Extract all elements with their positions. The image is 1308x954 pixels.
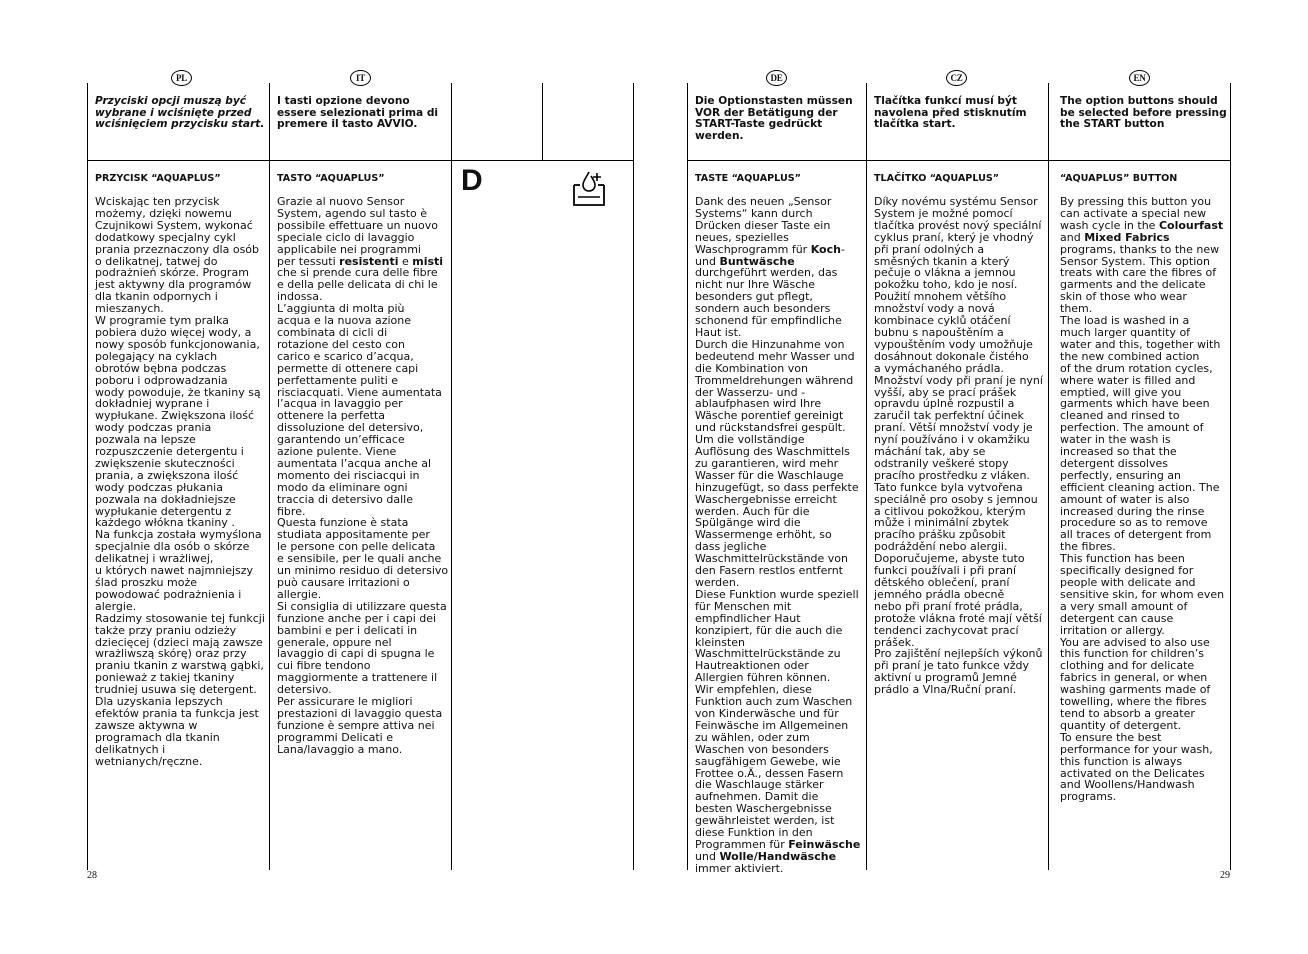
pl-section-title: PRZYCISK “AQUAPLUS” [95,173,221,184]
page-number-left: 28 [87,870,97,881]
column-rule [87,83,88,870]
de-header: Die Optionstasten müssen VOR der Betätigung der START-Taste gedrückt werden. [695,95,853,142]
column-rule [1048,83,1049,870]
column-rule [633,83,634,870]
de-section-title: TASTE “AQUAPLUS” [695,173,801,184]
en-header: The option buttons should be selected before pressing the START button [1060,95,1227,130]
en-section-title: “AQUAPLUS” BUTTON [1060,173,1178,184]
column-rule [451,83,452,870]
it-section-title: TASTO “AQUAPLUS” [277,173,385,184]
it-body: Grazie al nuovo Sensor System, agendo sul tasto è possibile effettuare un nuovo speciale ciclo di lavaggio applicabile nei programmi per tessuti resistenti e misti che si prende cura delle fibre e della pelle delicata di chi le indossa. L’aggiunta di molta più acqua e la nuova azione combinata di cicli di rotazione del cesto con carico e scarico d’acqua, permette di ottenere capi perfettamente puliti e risciacquati. Viene aumentata l’acqua in lavaggio per ottenere la perfetta dissoluzione del detersivo, garantendo un’efficace azione pulente. Viene aumentata l’acqua anche al momento dei risciacqui in modo da eliminare ogni traccia di detersivo dalle fibre. Questa funzione è stata studiata appositamente per le persone con pelle delicata e sensibile, per le quali anche un minimo residuo di detersivo può causare irritazioni o allergie. Si consiglia di utilizzare questa funzione anche per i capi dei bambini e per i delicati in generale, oppure nel lavaggio di capi di spugna le cui fibre tendono maggiormente a trattenere il detersivo. Per assicurare le migliori prestazioni di lavaggio questa funzione è sempre attiva nei programmi Delicati e Lana/lavaggio a mano. [277,195,449,756]
column-rule [687,83,688,870]
en-body: By pressing this button you can activate a special new wash cycle in the Colourfast and Mixed Fabrics programs, thanks to the new Sensor System. This option treats with care the fibres of garments and the delicate skin of those who wear them. The load is washed in a much larger quantity of water and this, together with the new combined action of the drum rotation cycles, where water is filled and emptied, will give you garments which have been cleaned and rinsed to perfection. The amount of water in the wash is increased so that the detergent dissolves perfectly, ensuring an efficient cleaning action. The amount of water is also increased during the rinse procedure so as to remove all traces of detergent from the fibres. This function has been specifically designed for people with delicate and sensitive skin, for whom even a very small amount of detergent can cause irritation or allergy. You are advised to also use this function for children’s clothing and for delicate fabrics in general, or when washing garments made of towelling, where the fibres tend to absorb a greater quantity of detergent. To ensure the best performance for your wash, this function is always activated on the Delicates and Woollens/Handwash programs. [1060,195,1225,804]
column-rule [866,83,867,870]
column-rule [1230,83,1231,870]
flag-it-icon: IT [350,70,371,86]
pl-header: Przyciski opcji muszą być wybrane i wciśnięte przed wciśnięciem przycisku start. [95,95,265,130]
page-number-right: 29 [1220,870,1230,881]
cz-body: Díky novému systému Sensor System je možné pomocí tlačítka provést nový speciální cyklus praní, který je vhodný při praní odolných a směsných tkanin a který pečuje o vlákna a jemnou pokožku toho, kdo je nosí. Použití mnohem většího množství vody a nová kombinace cyklů otáčení bubnu s napouštěním a vypouštěním vody umožňuje dosáhnout dokonale čistého a vymáchaného prádla. Množství vody při praní je nyní vyšší, aby se prací prášek opravdu úplně rozpustil a zaručil tak perfektní účinek praní. Větší množství vody je nyní používáno i v okamžiku máchání tak, aby se odstranily veškeré stopy pracího prostředku z vláken. Tato funkce byla vytvořena speciálně pro osoby s jemnou a citlivou pokožkou, kterým může i minimální zbytek pracího prášku způsobit podráždění nebo alergii. Doporučujeme, abyste tuto funkci používali i při praní dětského oblečení, praní jemného prádla obecně nebo při praní froté prádla, protože vlákna froté mají větší tendenci zachycovat prací prášek. Pro zajištění nejlepších výkonů při praní je tato funkce vždy aktivní u programů Jemné prádlo a Vlna/Ruční praní. [874,195,1043,697]
section-letter: D [461,164,483,197]
de-body: Dank des neuen „Sensor Systems“ kann durch Drücken dieser Taste ein neues, spezielles Waschprogramm für Koch- und Buntwäsche durchgeführt werden, das nicht nur Ihre Wäsche besonders gut pflegt, sondern auch besonders schonend für empfindliche Haut ist. Durch die Hinzunahme von bedeutend mehr Wasser und die Kombination von Trommeldrehungen während der Wasserzu- und - ablaufphasen wird Ihre Wäsche porentief gereinigt und rückstandsfrei gespült. Um die vollständige Auflösung des Waschmittels zu garantieren, wird mehr Wasser für die Waschlauge hinzugefügt, so dass perfekte Waschergebnisse erreicht werden. Auch für die Spülgänge wird die Wassermenge erhöht, so dass jegliche Waschmittelrückstände von den Fasern restlos entfernt werden. Diese Funktion wurde speziell für Menschen mit empfindlicher Haut konzipiert, für die auch die kleinsten Waschmittelrückstände zu Hautreaktionen oder Allergien führen können. Wir empfehlen, diese Funktion auch zum Waschen von Kinderwäsche und für Feinwäsche im Allgemeinen zu wählen, oder zum Waschen von besonders saugfähigem Gewebe, wie Frottee o.Ä., dessen Fasern die Waschlauge stärker aufnehmen. Damit die besten Waschergebnisse gewährleistet werden, ist diese Funktion in den Programmen für Feinwäsche und Wolle/Handwäsche immer aktiviert. [695,195,861,875]
flag-cz-icon: CZ [946,70,967,86]
header-rule [687,160,1231,161]
pl-body: Wciskając ten przycisk możemy, dzięki nowemu Czujnikowi System, wykonać dodatkowy specjalny cykl prania przeznaczony dla osób o delikatnej, tatwej do podrażnień skórze. Program jest aktywny dla programów dla tkanin odpornych i mieszanych. W programie tym pralka pobiera dużo więcej wody, a nowy sposób funkcjonowania, polegający na cyklach obrotów bębna podczas poboru i odprowadzania wody powoduje, że tkaniny są dokładniej wyprane i wypłukane. Zwiększona ilość wody podczas prania pozwala na lepsze rozpuszczenie detergentu i zwiększenie skuteczności prania, a zwiększona ilość wody podczas płukania pozwala na dokładniejsze wypłukanie detergentu z każdego włókna tkaniny . Na funkcja została wymyślona specjalnie dla osób o skórze delikatnej i wrażliwej, u których nawet najmniejszy ślad proszku może powodować podrażnienia i alergie. Radzimy stosowanie tej funkcji także przy praniu odzieży dziecięcej (dzieci mają zawsze wrażliwszą skórę) oraz przy praniu tkanin z warstwą gąbki, ponieważ z takiej tkaniny trudniej usuwa się detergent. Dla uzyskania lepszych efektów prania ta funkcja jest zawsze aktywna w programach dla tkanin delikatnych i wetnianych/ręczne. [95,195,265,768]
flag-pl-icon: PL [171,70,192,86]
flag-de-icon: DE [766,70,787,86]
cz-section-title: TLAČÍTKO “AQUAPLUS” [874,173,1000,184]
column-rule [269,83,270,870]
flag-en-icon: EN [1129,70,1150,86]
it-header: I tasti opzione devono essere selezionati prima di premere il tasto AVVIO. [277,95,439,130]
header-rule [87,160,634,161]
column-rule [542,83,543,161]
cz-header: Tlačítka funkcí musí být navolena před stisknutím tlačítka start. [874,95,1027,130]
aquaplus-basin-icon [571,169,607,209]
